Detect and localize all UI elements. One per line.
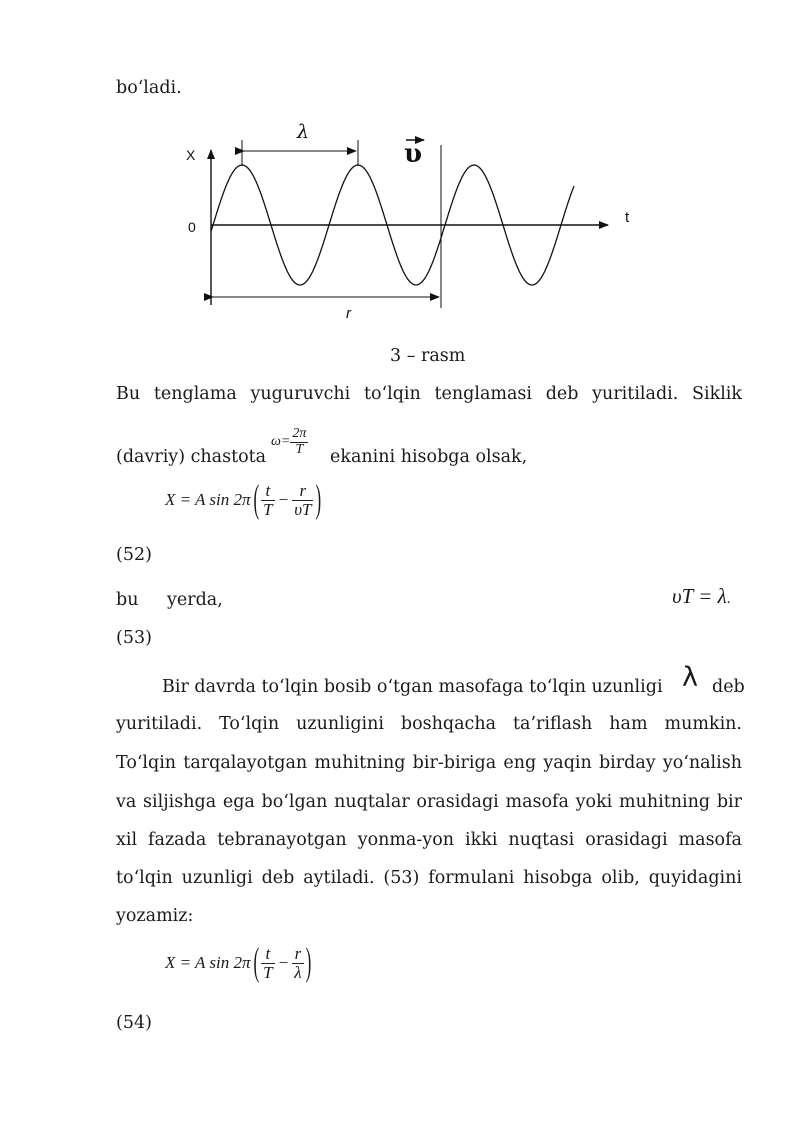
equation-54-number: (54) [116,1013,152,1033]
eq54-fraction-2 [292,945,303,982]
eq52-frac2-den: υT [294,499,312,519]
omega-denominator: T [295,441,304,457]
paragraph-2-last-line: yozamiz: [116,906,194,926]
eq54-frac1-num: t [261,945,274,964]
paragraph-2-line-5: xil fazada tebranayotgan yonma-yon ikki nuqtasi orasidagi masofa [116,830,742,850]
paragraph-2-line-1-a: Bir davrda to‘lqin bosib o‘tgan masofaga to‘lqin uzunligi [162,677,663,697]
wave-figure [180,115,650,330]
eq54-lhs: X = A sin 2π [165,953,251,973]
paragraph-1-line-1: Bu tenglama yuguruvchi to‘lqin tenglamasi deb yuritiladi. Siklik [116,384,742,404]
paragraph-2-lambda: λ [682,662,698,693]
equation-53 [672,584,730,609]
where-word-1: bu [116,590,139,610]
eq54-fraction-1 [261,945,274,982]
eq52-fraction-1 [261,482,274,519]
eq52-frac1-num: t [261,482,274,501]
omega-fraction [290,427,308,457]
omega-eq: ω= [271,434,291,450]
eq54-minus: − [278,953,289,973]
x-axis-label: X [186,147,196,163]
eq54-frac2-den: λ [294,962,302,982]
eq53-expr: υT = λ [672,584,727,608]
paragraph-1-text-a: (davriy) chastota [116,447,267,467]
paragraph-2-line-4: va siljishga ega bo‘lgan nuqtalar orasidagi masofa yoki muhitning bir [116,792,742,812]
eq54-frac2-num: r [292,945,303,964]
intro-text: bo‘ladi. [116,78,182,98]
paragraph-2-line-2: yuritiladi. To‘lqin uzunligini boshqacha ta’riflash ham mumkin. [116,714,742,734]
eq53-dot: . [726,591,731,607]
omega-formula [271,427,308,457]
t-axis-label: t [625,209,630,226]
paragraph-2-line-1-b: deb [712,677,745,697]
paragraph-2-line-3: To‘lqin tarqalayotgan muhitning bir-biriga eng yaqin birday yo‘nalish [116,753,742,773]
lambda-label: λ [297,121,310,143]
origin-label: 0 [188,219,196,235]
eq52-minus: − [278,490,289,510]
eq52-frac2-num: r [292,482,313,501]
eq52-frac1-den: T [263,499,273,519]
equation-52-number: (52) [116,545,152,565]
omega-numerator: 2π [292,426,307,441]
figure-caption: 3 – rasm [390,346,466,366]
paragraph-2-line-6: to‘lqin uzunligi deb aytiladi. (53) formulani hisobga olib, quyidagini [116,868,742,888]
eq52-fraction-2 [292,482,313,519]
r-label: r [346,305,351,322]
velocity-label: υ [404,139,423,169]
paragraph-1-text-b: ekanini hisobga olsak, [330,447,528,467]
where-word-2: yerda, [167,590,223,610]
equation-52: X = A sin 2π ( $\frac{t}{T}$ − $\frac{r}{\upsilon T}$ ) [165,477,322,522]
eq52-lhs: X = A sin 2π [165,490,251,510]
equation-53-number: (53) [116,628,152,648]
eq54-frac1-den: T [263,962,273,982]
equation-54: X = A sin 2π ( $\frac{t}{T}$ − $\frac{r}{\lambda}$ ) [165,940,312,985]
